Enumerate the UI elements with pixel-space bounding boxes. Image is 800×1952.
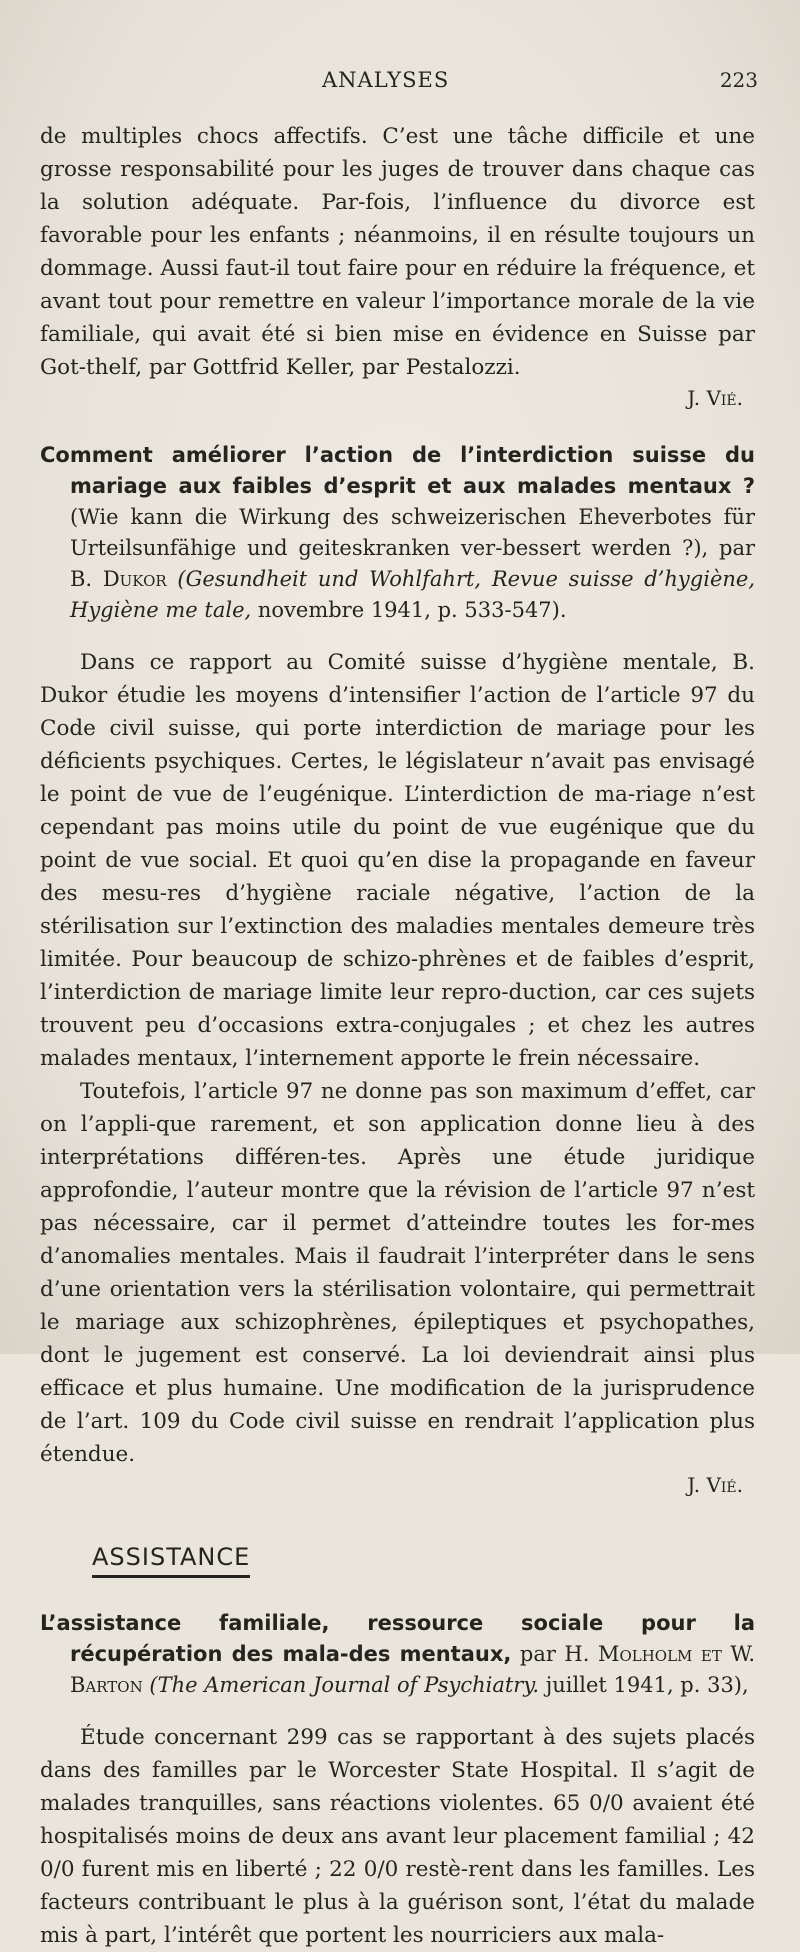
review-3-by: par [511,1642,565,1666]
review-2-original-title: (Wie kann die Wirkung des schweizerischen Eheverbotes für Urteilsunfähige und geiteskranken ver-bessert werden ?), par [70,505,755,560]
review-3-paragraph: Étude concernant 299 cas se rapportant à des sujets placés dans des familles par le Worcester State Hospital. Il s’agit de malades tranquilles, sans réactions violentes. 65 0/0 avaient été hospitalisés moins de deux ans avant leur placement familial ; 42 0/0 furent mis en liberté ; 22 0/0 restè-rent dans les familles. Les facteurs contribuant le plus à la guérison sont, l’état du malade mis à part, l’intérêt que portent les nourriciers aux mala- [40,1725,755,1948]
review-1-paragraph: de multiples chocs affectifs. C’est une tâche difficile et une grosse responsabilité pour les juges de trouver dans chaque cas la solution adéquate. Par-fois, l’influence du divorce est favorable pour les enfants ; néanmoins, il en résulte toujours un dommage. Aussi faut-il tout faire pour en réduire la fréquence, et avant tout pour remettre en valeur l’importance morale de la vie familiale, qui avait été si bien mise en évidence en Suisse par Got-thelf, par Gottfrid Keller, par Pestalozzi. [40,124,755,380]
running-title: ANALYSES [322,68,450,92]
review-3-date: juillet 1941, p. 33), [539,1673,749,1697]
review-3-title: L’assistance familiale, ressource sociale pour la récupération des mala-des mentaux, [40,1611,755,1666]
review-3-authors: H. Molholm et W. Barton [70,1642,755,1697]
review-2-source: (Gesundheit und Wohlfahrt, Revue suisse d’hygiène, Hygiène me tale, [70,567,756,622]
review-2-author: B. Dukor [70,567,167,591]
page-number: 223 [719,68,758,92]
review-3-source: (The American Journal of Psychiatry. [142,1673,540,1697]
section-title: ASSISTANCE [92,1543,250,1578]
review-2-signature: J. Vié. [687,1473,743,1497]
review-2-heading [40,440,755,626]
review-2-paragraph-2: Toutefois, l’article 97 ne donne pas son maximum d’effet, car on l’appli-que rarement, et son application donne lieu à des interprétations différen-tes. Après une étude juridique approfondie, l’auteur montre que la révision de l’article 97 n’est pas nécessaire, car il permet d’atteindre toutes les for-mes d’anomalies mentales. Mais il faudrait l’interpréter dans le sens d’une orientation vers la stérilisation volontaire, qui permettrait le mariage aux schizophrènes, épileptiques et psychopathes, dont le jugement est conservé. La loi deviendrait ainsi plus efficace et plus humaine. Une modification de la jurisprudence de l’art. 109 du Code civil suisse en rendrait l’application plus étendue. [40,1079,755,1467]
running-head [40,68,758,98]
review-3-heading [40,1608,755,1701]
page-body [40,120,755,1952]
review-2-date: novembre 1941, p. 533-547). [251,598,567,622]
review-2-title: Comment améliorer l’action de l’interdiction suisse du mariage aux faibles d’esprit et aux malades mentaux ? [40,443,755,498]
review-2-paragraph-1: Dans ce rapport au Comité suisse d’hygiène mentale, B. Dukor étudie les moyens d’intensifier l’action de l’article 97 du Code civil suisse, qui porte interdiction de mariage pour les déficients psychiques. Certes, le législateur n’avait pas envisagé le point de vue de l’eugénique. L’interdiction de ma-riage n’est cependant pas moins utile du point de vue eugénique que du point de vue social. Et quoi qu’en dise la propagande en faveur des mesu-res d’hygiène raciale négative, l’action de la stérilisation sur l’extinction des maladies mentales demeure très limitée. Pour beaucoup de schizo-phrènes et de faibles d’esprit, l’interdiction de mariage limite leur repro-duction, car ces sujets trouvent peu d’occasions extra-conjugales ; et chez les autres malades mentaux, l’internement apporte le frein nécessaire. [40,650,755,1071]
review-1-signature: J. Vié. [687,386,743,410]
